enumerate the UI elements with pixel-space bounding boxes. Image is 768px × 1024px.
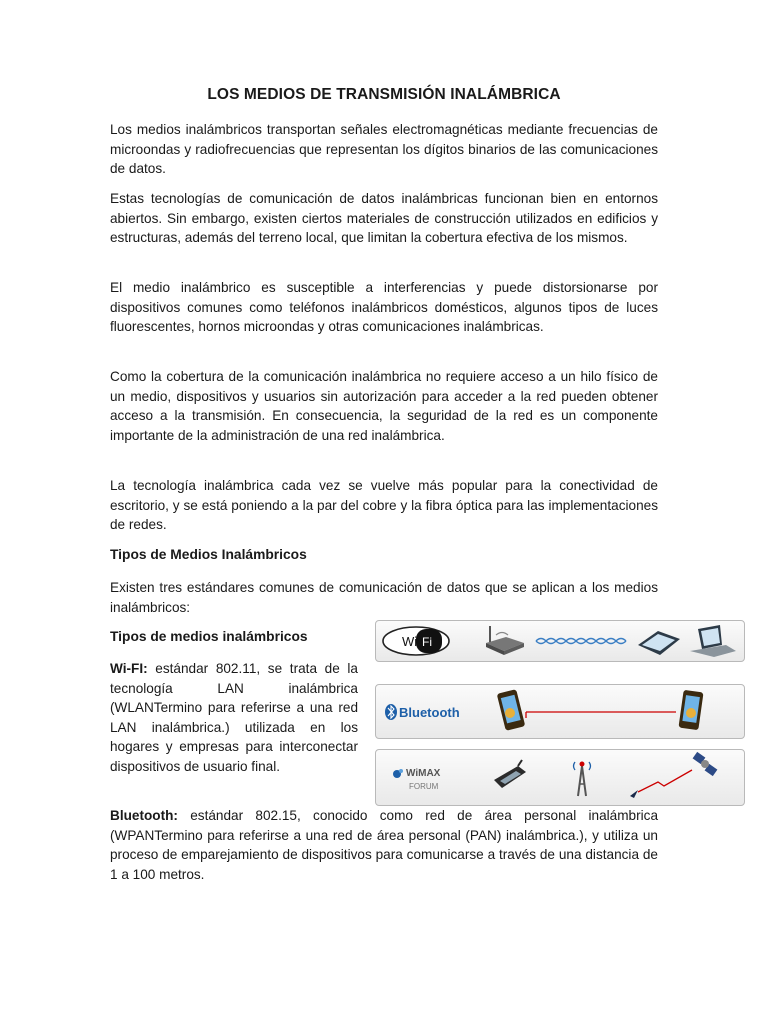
subsection-heading-types: Tipos de medios inalámbricos [110, 629, 308, 644]
paragraph-bluetooth [110, 806, 658, 884]
wimax-logo [393, 768, 441, 791]
smartphone-icon [678, 690, 703, 730]
page-title: LOS MEDIOS DE TRANSMISIÓN INALÁMBRICA [207, 86, 561, 103]
paragraph-security: Como la cobertura de la comunicación inalámbrica no requiere acceso a un hilo físico de un medio, dispositivos y usuarios sin autorización para acceder a la red pueden obtener acceso a la transmisión. En consecuencia, la seguridad de la red es un componente importante de la administración de una red inalámbrica. [110, 369, 658, 443]
radio-tower-icon [574, 762, 591, 797]
satellite-icon [693, 752, 718, 776]
paragraph-interference: El medio inalámbrico es susceptible a interferencias y puede distorsionarse por dispositivos comunes como teléfonos inalámbricos domésticos, algunos tipos de luces fluorescentes, hornos microondas y otras comunicaciones inalámbricas. [110, 280, 658, 334]
smartphone-icon [497, 689, 526, 731]
figure-row-wimax [375, 749, 745, 806]
dish-antenna-icon [630, 790, 638, 798]
bluetooth-logo-text: Bluetooth [399, 705, 460, 720]
wimax-link-line [638, 770, 692, 792]
wifi-term: Wi-FI: [110, 661, 148, 676]
wireless-types-figure [375, 620, 745, 806]
paragraph-popularity: La tecnología inalámbrica cada vez se vuelve más popular para la conectividad de escritorio, y se está poniendo a la par del cobre y la fibra óptica para las implementaciones de redes. [110, 478, 658, 532]
router-icon [486, 626, 524, 655]
laptop-icon [690, 625, 736, 657]
paragraph-intro: Los medios inalámbricos transportan señales electromagnéticas mediante frecuencias de microondas y radiofrecuencias que representan los dígitos binarios de las comunicaciones de datos. [110, 122, 658, 176]
paragraph-wifi [110, 659, 358, 776]
wimax-forum-text: FORUM [409, 782, 439, 791]
bluetooth-term: Bluetooth: [110, 808, 178, 823]
bluetooth-description: estándar 802.15, conocido como red de área personal inalámbrica (WPANTermino para referirse a una red de área personal (PAN) inalámbrica.), y utiliza un proceso de emparejamiento de dispositivos para comunicarse a través de una distancia de 1 a 100 metros. [110, 808, 658, 882]
mobile-phone-icon [494, 760, 526, 788]
tablet-icon [638, 631, 680, 655]
paragraph-standards: Existen tres estándares comunes de comunicación de datos que se aplican a los medios inalámbricos: [110, 580, 658, 615]
bluetooth-logo [385, 704, 460, 720]
wave-signal-icon [536, 639, 626, 644]
wifi-logo-text-wi: Wi [402, 634, 418, 649]
figure-row-bluetooth [375, 684, 745, 739]
section-heading-types: Tipos de Medios Inalámbricos [110, 547, 307, 562]
figure-row-wifi [375, 620, 745, 662]
wimax-logo-text: WiMAX [406, 768, 441, 779]
wifi-logo [383, 627, 449, 655]
paragraph-environments: Estas tecnologías de comunicación de datos inalámbricas funcionan bien en entornos abiertos. Sin embargo, existen ciertos materiales de construcción utilizados en edificios y estructuras, además del terreno local, que limitan la cobertura efectiva de los mismos. [110, 191, 658, 245]
wifi-logo-text-fi: Fi [422, 635, 432, 649]
wifi-description: estándar 802.11, se trata de la tecnología LAN inalámbrica (WLANTermino para referirse a una red LAN inalámbrica.) utilizada en los hogares y empresas para interconectar dispositivos de usuario final. [110, 661, 358, 774]
